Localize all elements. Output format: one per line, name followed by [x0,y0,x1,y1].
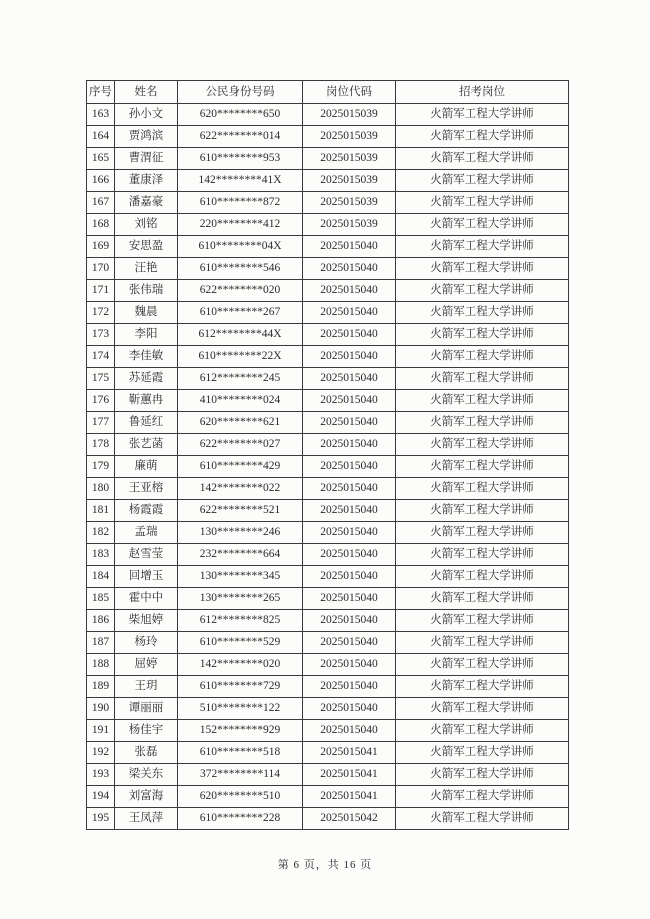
id-number-cell: 142********41X [178,170,303,192]
table-row [87,368,569,390]
serial-cell: 183 [87,544,115,566]
job-title-cell: 火箭军工程大学讲师 [396,170,569,192]
serial-cell: 165 [87,148,115,170]
serial-cell: 174 [87,346,115,368]
name-cell: 苏延霞 [115,368,178,390]
serial-cell: 167 [87,192,115,214]
table-row [87,258,569,280]
job-code-cell: 2025015042 [303,808,396,830]
job-title-cell: 火箭军工程大学讲师 [396,786,569,808]
job-code-cell: 2025015039 [303,126,396,148]
job-title-cell: 火箭军工程大学讲师 [396,390,569,412]
id-number-cell: 610********267 [178,302,303,324]
job-title-cell: 火箭军工程大学讲师 [396,148,569,170]
job-code-cell: 2025015040 [303,456,396,478]
name-cell: 张伟瑞 [115,280,178,302]
name-cell: 柴旭婷 [115,610,178,632]
id-number-cell: 130********345 [178,566,303,588]
job-code-cell: 2025015040 [303,720,396,742]
table-body [87,104,569,830]
job-code-cell: 2025015040 [303,346,396,368]
id-number-cell: 610********953 [178,148,303,170]
name-cell: 李佳敏 [115,346,178,368]
table-row [87,478,569,500]
table-row [87,764,569,786]
serial-cell: 182 [87,522,115,544]
id-number-cell: 610********04X [178,236,303,258]
job-title-cell: 火箭军工程大学讲师 [396,412,569,434]
job-code-cell: 2025015039 [303,214,396,236]
serial-cell: 188 [87,654,115,676]
table-row [87,610,569,632]
job-title-cell: 火箭军工程大学讲师 [396,104,569,126]
name-cell: 杨玲 [115,632,178,654]
table-row [87,302,569,324]
name-cell: 张磊 [115,742,178,764]
id-number-cell: 612********825 [178,610,303,632]
id-number-cell: 620********510 [178,786,303,808]
name-cell: 刘富海 [115,786,178,808]
id-number-cell: 610********529 [178,632,303,654]
job-code-cell: 2025015039 [303,104,396,126]
name-cell: 潘嘉豪 [115,192,178,214]
name-cell: 回增玉 [115,566,178,588]
id-number-cell: 610********228 [178,808,303,830]
column-header-name: 姓名 [115,81,178,104]
serial-cell: 163 [87,104,115,126]
table-row [87,632,569,654]
table-row [87,500,569,522]
serial-cell: 185 [87,588,115,610]
table-row [87,346,569,368]
job-title-cell: 火箭军工程大学讲师 [396,258,569,280]
table-row [87,324,569,346]
job-title-cell: 火箭军工程大学讲师 [396,742,569,764]
table-row [87,390,569,412]
table-row [87,104,569,126]
serial-cell: 194 [87,786,115,808]
job-title-cell: 火箭军工程大学讲师 [396,324,569,346]
id-number-cell: 142********020 [178,654,303,676]
serial-cell: 179 [87,456,115,478]
id-number-cell: 622********014 [178,126,303,148]
serial-cell: 195 [87,808,115,830]
serial-cell: 166 [87,170,115,192]
table-row [87,808,569,830]
job-title-cell: 火箭军工程大学讲师 [396,456,569,478]
job-title-cell: 火箭军工程大学讲师 [396,346,569,368]
job-code-cell: 2025015040 [303,258,396,280]
serial-cell: 181 [87,500,115,522]
job-code-cell: 2025015040 [303,280,396,302]
job-title-cell: 火箭军工程大学讲师 [396,478,569,500]
serial-cell: 184 [87,566,115,588]
job-code-cell: 2025015039 [303,192,396,214]
job-title-cell: 火箭军工程大学讲师 [396,632,569,654]
job-code-cell: 2025015039 [303,148,396,170]
job-title-cell: 火箭军工程大学讲师 [396,610,569,632]
table-row [87,654,569,676]
id-number-cell: 130********246 [178,522,303,544]
id-number-cell: 372********114 [178,764,303,786]
serial-cell: 177 [87,412,115,434]
serial-cell: 180 [87,478,115,500]
name-cell: 屈婷 [115,654,178,676]
job-title-cell: 火箭军工程大学讲师 [396,764,569,786]
table-row [87,786,569,808]
job-code-cell: 2025015040 [303,676,396,698]
job-title-cell: 火箭军工程大学讲师 [396,126,569,148]
table-row [87,148,569,170]
table-row [87,126,569,148]
column-header-id-number: 公民身份号码 [178,81,303,104]
job-title-cell: 火箭军工程大学讲师 [396,544,569,566]
table-row [87,720,569,742]
name-cell: 靳蕙冉 [115,390,178,412]
table-header [87,81,569,104]
serial-cell: 170 [87,258,115,280]
page-number: 第 6 页，共 16 页 [277,859,373,871]
id-number-cell: 610********872 [178,192,303,214]
table-row [87,214,569,236]
job-title-cell: 火箭军工程大学讲师 [396,720,569,742]
id-number-cell: 232********664 [178,544,303,566]
id-number-cell: 610********22X [178,346,303,368]
job-code-cell: 2025015040 [303,434,396,456]
serial-cell: 168 [87,214,115,236]
table-row [87,280,569,302]
name-cell: 董康泽 [115,170,178,192]
serial-cell: 186 [87,610,115,632]
table-row [87,544,569,566]
serial-cell: 172 [87,302,115,324]
id-number-cell: 410********024 [178,390,303,412]
job-code-cell: 2025015040 [303,698,396,720]
id-number-cell: 130********265 [178,588,303,610]
id-number-cell: 622********020 [178,280,303,302]
job-code-cell: 2025015040 [303,588,396,610]
id-number-cell: 610********429 [178,456,303,478]
name-cell: 魏晨 [115,302,178,324]
applicant-roster-table [86,80,569,830]
job-title-cell: 火箭军工程大学讲师 [396,698,569,720]
job-title-cell: 火箭军工程大学讲师 [396,566,569,588]
id-number-cell: 610********729 [178,676,303,698]
serial-cell: 178 [87,434,115,456]
table-row [87,192,569,214]
table-row [87,170,569,192]
name-cell: 廉萌 [115,456,178,478]
table-row [87,742,569,764]
table-row [87,456,569,478]
job-title-cell: 火箭军工程大学讲师 [396,654,569,676]
id-number-cell: 510********122 [178,698,303,720]
column-header-job-title: 招考岗位 [396,81,569,104]
serial-cell: 187 [87,632,115,654]
name-cell: 梁关东 [115,764,178,786]
job-title-cell: 火箭军工程大学讲师 [396,500,569,522]
name-cell: 杨霞霞 [115,500,178,522]
serial-cell: 169 [87,236,115,258]
serial-cell: 192 [87,742,115,764]
job-code-cell: 2025015040 [303,632,396,654]
job-code-cell: 2025015041 [303,764,396,786]
name-cell: 王凤萍 [115,808,178,830]
column-header-job-code: 岗位代码 [303,81,396,104]
id-number-cell: 612********44X [178,324,303,346]
name-cell: 汪艳 [115,258,178,280]
id-number-cell: 610********518 [178,742,303,764]
name-cell: 贾鸿滨 [115,126,178,148]
serial-cell: 175 [87,368,115,390]
job-code-cell: 2025015040 [303,566,396,588]
table-row [87,522,569,544]
job-code-cell: 2025015040 [303,478,396,500]
id-number-cell: 622********027 [178,434,303,456]
job-title-cell: 火箭军工程大学讲师 [396,302,569,324]
id-number-cell: 612********245 [178,368,303,390]
table-row [87,698,569,720]
id-number-cell: 220********412 [178,214,303,236]
name-cell: 曹渭征 [115,148,178,170]
serial-cell: 173 [87,324,115,346]
job-code-cell: 2025015040 [303,324,396,346]
job-title-cell: 火箭军工程大学讲师 [396,522,569,544]
job-code-cell: 2025015040 [303,654,396,676]
id-number-cell: 610********546 [178,258,303,280]
id-number-cell: 620********650 [178,104,303,126]
header-row [87,81,569,104]
name-cell: 刘铭 [115,214,178,236]
serial-cell: 190 [87,698,115,720]
job-code-cell: 2025015040 [303,544,396,566]
job-code-cell: 2025015040 [303,522,396,544]
table-row [87,434,569,456]
job-title-cell: 火箭军工程大学讲师 [396,808,569,830]
job-code-cell: 2025015040 [303,236,396,258]
job-title-cell: 火箭军工程大学讲师 [396,236,569,258]
job-code-cell: 2025015040 [303,368,396,390]
job-code-cell: 2025015040 [303,610,396,632]
job-code-cell: 2025015039 [303,170,396,192]
table-row [87,566,569,588]
name-cell: 李阳 [115,324,178,346]
name-cell: 鲁延红 [115,412,178,434]
serial-cell: 189 [87,676,115,698]
id-number-cell: 142********022 [178,478,303,500]
table-row [87,236,569,258]
job-title-cell: 火箭军工程大学讲师 [396,434,569,456]
name-cell: 赵雪莹 [115,544,178,566]
name-cell: 王玥 [115,676,178,698]
job-title-cell: 火箭军工程大学讲师 [396,192,569,214]
id-number-cell: 152********929 [178,720,303,742]
job-code-cell: 2025015041 [303,742,396,764]
name-cell: 孟瑞 [115,522,178,544]
name-cell: 张艺菡 [115,434,178,456]
job-code-cell: 2025015040 [303,412,396,434]
job-code-cell: 2025015041 [303,786,396,808]
job-title-cell: 火箭军工程大学讲师 [396,588,569,610]
table-row [87,412,569,434]
name-cell: 王亚榕 [115,478,178,500]
name-cell: 孙小文 [115,104,178,126]
name-cell: 谭丽丽 [115,698,178,720]
serial-cell: 176 [87,390,115,412]
job-title-cell: 火箭军工程大学讲师 [396,368,569,390]
job-code-cell: 2025015040 [303,302,396,324]
table-row [87,676,569,698]
job-code-cell: 2025015040 [303,390,396,412]
job-title-cell: 火箭军工程大学讲师 [396,280,569,302]
serial-cell: 193 [87,764,115,786]
id-number-cell: 622********521 [178,500,303,522]
name-cell: 杨佳宇 [115,720,178,742]
serial-cell: 191 [87,720,115,742]
job-title-cell: 火箭军工程大学讲师 [396,214,569,236]
id-number-cell: 620********621 [178,412,303,434]
table-row [87,588,569,610]
column-header-serial: 序号 [87,81,115,104]
job-code-cell: 2025015040 [303,500,396,522]
job-title-cell: 火箭军工程大学讲师 [396,676,569,698]
name-cell: 安思盈 [115,236,178,258]
serial-cell: 171 [87,280,115,302]
name-cell: 霍中中 [115,588,178,610]
serial-cell: 164 [87,126,115,148]
